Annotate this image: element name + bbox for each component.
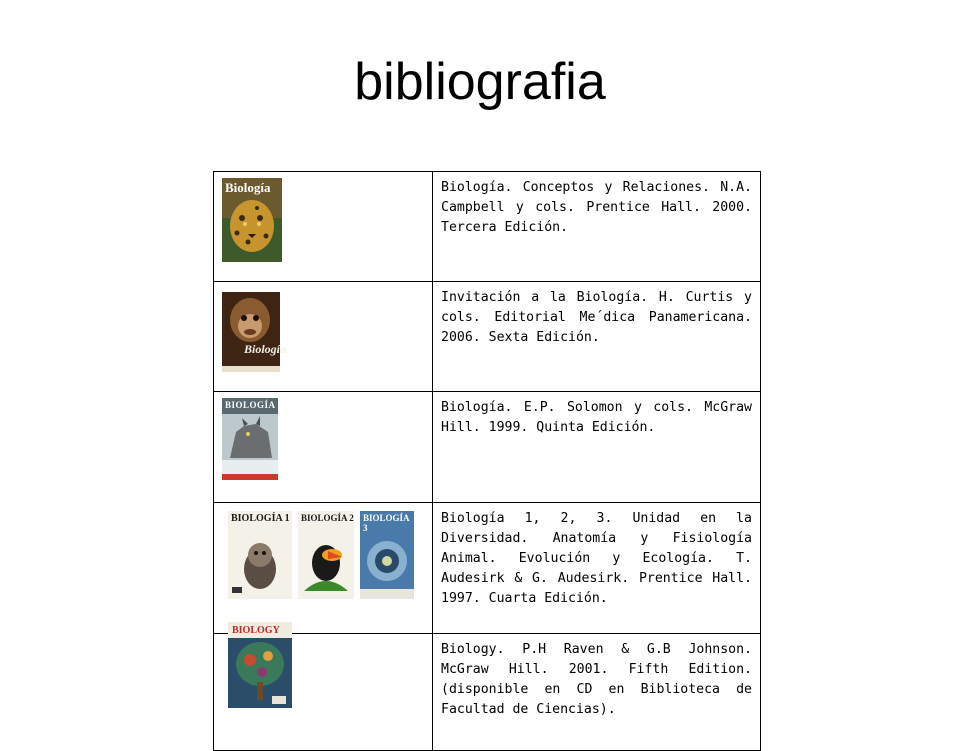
page-title: bibliografia [354, 53, 606, 111]
wolf-cover-icon [222, 398, 278, 480]
cover-title: BIOLOGÍA 3 [363, 513, 410, 533]
cover-cell [214, 625, 433, 751]
cover-cell [214, 392, 433, 503]
table-row [214, 172, 761, 282]
monkey-cover-icon [222, 292, 287, 372]
cover-title: BIOLOGY [232, 625, 280, 636]
cover-title: Biología [225, 180, 271, 195]
cover-cell [214, 172, 433, 282]
audesirk-cover-3 [360, 511, 414, 599]
table-row [214, 282, 761, 392]
citation-text: Biología. E.P. Solomon y cols. McGraw Hill. 1999. Quinta Edición. [433, 392, 761, 503]
cover-title: BIOLOGÍA 1 [231, 513, 290, 524]
citation-text: Biología. Conceptos y Relaciones. N.A. Campbell y cols. Prentice Hall. 2000. Tercera Edición. [433, 172, 761, 282]
jaguar-cover-icon [222, 178, 282, 262]
cover-cell [214, 503, 433, 634]
cover-title: BIOLOGÍA [225, 400, 276, 410]
table-row [214, 392, 761, 503]
bibliography-table [213, 171, 761, 751]
audesirk-cover-1 [228, 511, 292, 599]
citation-text: Invitación a la Biología. H. Curtis y cols. Editorial Me´dica Panamericana. 2006. Sexta Edición. [433, 282, 761, 392]
cover-title: BIOLOGÍA 2 [301, 513, 354, 523]
table-row [214, 634, 761, 751]
tree-cover-icon [228, 622, 292, 708]
citation-text: Biology. P.H Raven & G.B Johnson. McGraw Hill. 2001. Fifth Edition. (disponible en CD en Biblioteca de Facultad de Ciencias). [433, 634, 761, 751]
audesirk-cover-2 [298, 511, 354, 599]
cover-title: Biología [244, 342, 287, 356]
cover-cell [214, 282, 433, 392]
table-row [214, 503, 761, 634]
citation-text: Biología 1, 2, 3. Unidad en la Diversidad. Anatomía y Fisiología Animal. Evolución y Ecología. T. Audesirk & G. Audesirk. Prentice Hall. 1997. Cuarta Edición. [433, 503, 761, 634]
